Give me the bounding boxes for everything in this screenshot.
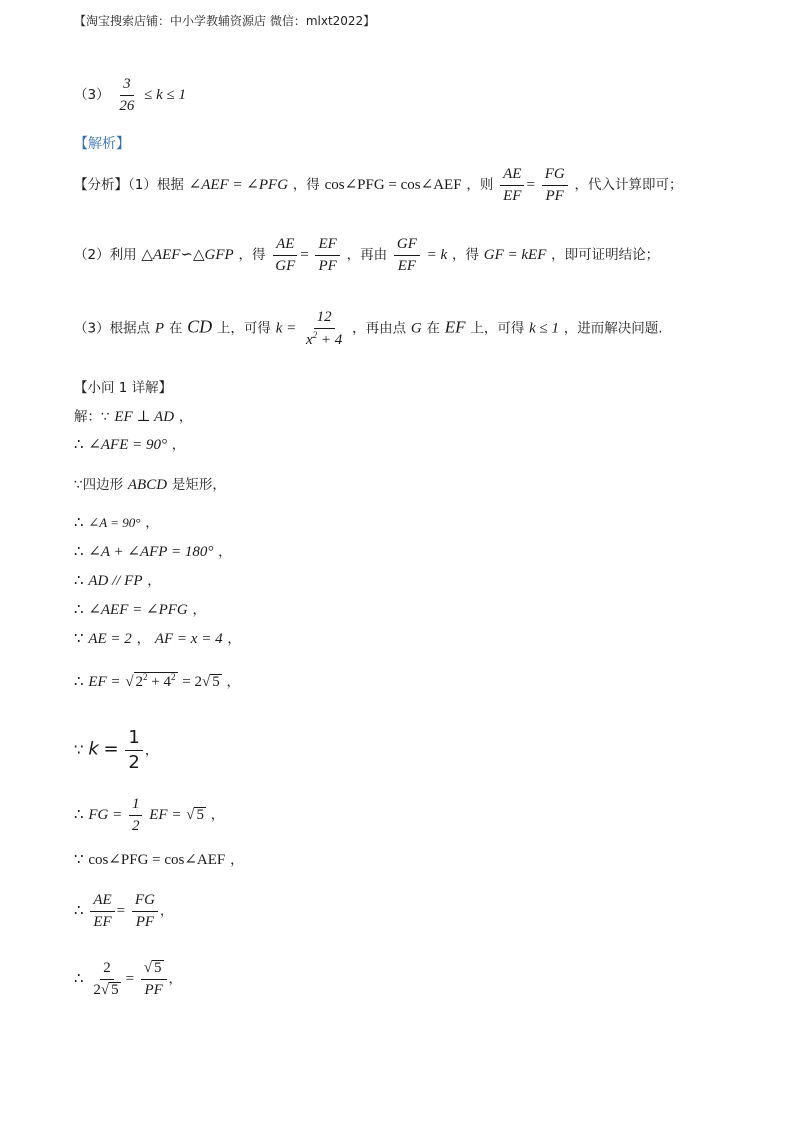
step-3-math: ABCD	[127, 477, 168, 493]
analysis-2-text-d: ，得	[451, 247, 479, 263]
fraction-numerator: 1	[129, 796, 143, 816]
therefore-symbol: ∴	[74, 674, 84, 690]
step-1	[74, 409, 192, 425]
step-13: ∴ $\frac{AE}{EF}$ = $\frac{FG}{PF}$ ，	[74, 892, 174, 930]
analysis-1-text-b: ，得	[292, 177, 320, 193]
fraction-denominator: EF	[93, 913, 112, 930]
fraction-denominator: 2	[128, 751, 140, 773]
step-11-sqrt5: 5	[196, 807, 204, 823]
step-5-punct: ，	[218, 544, 232, 560]
analysis-3-segment-cd: CD	[187, 316, 213, 337]
step-8-math-b: AF = x = 4	[154, 631, 223, 647]
analysis-1: 【分析】（1）根据 ∠AEF = ∠PFG ，得 cos∠PFG = cos∠AEF ，则 $\frac{AE}{EF}$ = $\frac{FG}{PF}$ ，代入计算即可；	[74, 166, 683, 204]
step-9-radicand: $2^2 + 4^2$	[135, 672, 176, 690]
analysis-2: （2）利用 △AEF∽△GFP ，得 $\frac{AE}{GF}$ = $\frac{EF}{PF}$ ，再由 $\frac{GF}{EF}$ = k ，得 GF = kEF ，即可证明结论；	[74, 236, 660, 274]
step-10-eq: =	[103, 738, 119, 760]
analysis-2-math-a: △AEF∽△GFP	[141, 247, 234, 263]
step-6-math: AD // FP	[88, 573, 143, 589]
analysis-3-segment-ef: EF	[444, 317, 466, 337]
analysis-3-text-b: 在	[168, 320, 183, 337]
analysis-3-text-c: 上，可得	[216, 320, 271, 337]
fraction-numerator: 12	[314, 309, 335, 329]
fraction-numerator: AE	[500, 166, 524, 186]
step-14-fraction-1	[90, 960, 123, 998]
step-11: ∴ FG = $\frac{1}{2}$ EF = √ 5 ，	[74, 796, 225, 834]
analysis-1-text-c: ，则	[466, 177, 494, 193]
fraction-numerator: FG	[132, 892, 158, 912]
step-9-sqrt5: 5	[212, 674, 220, 690]
step-12	[74, 852, 244, 868]
step-13-fraction-2	[132, 892, 158, 930]
step-14: ∴ $\frac{2}{2√ 5}$ = $\frac{√ 5}{PF}$ ，	[74, 960, 183, 998]
answer-3-fraction	[116, 76, 137, 114]
analysis-2-fraction-2	[315, 236, 339, 274]
step-12-math: cos∠PFG = cos∠AEF	[88, 852, 226, 868]
fraction-denominator	[303, 329, 345, 349]
step-13-fraction-1	[90, 892, 114, 930]
analysis-3-text-e: 在	[426, 320, 440, 337]
step-6-punct: ，	[147, 573, 161, 589]
analysis-1-fraction-1	[500, 166, 524, 204]
step-3-text-a: ∵四边形	[74, 477, 124, 493]
analysis-2-text-c: ，再由	[346, 247, 388, 263]
step-8-punct-a: ，	[136, 631, 151, 647]
analysis-1-math-a: ∠AEF = ∠PFG	[188, 177, 289, 193]
analysis-3-text-d: ，再由点	[352, 320, 407, 337]
header-banner: 【淘宝搜索店铺：中小学教辅资源店 微信：mlxt2022】	[74, 14, 376, 28]
because-symbol: ∵	[74, 742, 84, 759]
step-8-math-a: AE = 2	[88, 631, 132, 647]
step-7	[74, 602, 206, 618]
analysis-3-text-f: 上，可得	[470, 320, 525, 337]
step-11-lhs: FG =	[88, 807, 123, 823]
q1-title: 【小问 1 详解】	[74, 380, 173, 396]
analysis-3-point-g: G	[410, 320, 422, 337]
fraction-numerator: GF	[394, 236, 420, 256]
jiexi-heading: 【解析】	[74, 136, 130, 152]
fraction-numerator: √ 5	[141, 960, 167, 980]
step-3	[74, 477, 226, 493]
fraction-denominator: PF	[135, 913, 155, 930]
therefore-symbol: ∴	[74, 903, 84, 919]
therefore-symbol: ∴	[74, 602, 84, 618]
step-10-punct: ，	[144, 742, 159, 759]
step-10-k: k	[88, 738, 99, 760]
step-9-mid: = 2	[182, 674, 203, 690]
analysis-3-fraction	[303, 309, 345, 348]
step-1-punct: ，	[178, 409, 193, 425]
fraction-denominator: 2	[131, 817, 140, 834]
step-14-punct: ，	[168, 971, 183, 988]
analysis-3-math-k: k ≤ 1	[529, 320, 559, 337]
step-9-punct: ，	[226, 674, 241, 690]
step-8-punct-b: ，	[227, 631, 241, 647]
analysis-3	[74, 309, 663, 348]
step-7-punct: ，	[192, 602, 207, 618]
fraction-numerator: 1	[125, 728, 142, 751]
analysis-1-text-a: 【分析】（1）根据	[74, 177, 184, 193]
fraction-denominator: EF	[503, 187, 522, 204]
step-6	[74, 573, 161, 589]
answer-3	[74, 76, 186, 114]
step-2-math: ∠AFE = 90°	[88, 437, 168, 453]
analysis-3-point-p: P	[154, 320, 165, 337]
step-11-mid: EF =	[149, 807, 182, 823]
step-4-punct: ，	[145, 515, 159, 531]
step-10-fraction	[125, 728, 142, 773]
step-2	[74, 437, 185, 453]
step-10	[74, 728, 158, 773]
step-5	[74, 544, 232, 560]
step-12-punct: ，	[230, 852, 244, 868]
step-13-punct: ，	[159, 903, 174, 919]
step-4-math: ∠A = 90°	[88, 515, 141, 530]
analysis-1-text-d: ，代入计算即可；	[574, 177, 683, 193]
therefore-symbol: ∴	[74, 544, 84, 560]
answer-3-prefix: （3）	[74, 87, 110, 103]
analysis-2-text-b: ，得	[238, 247, 266, 263]
fraction-denominator: PF	[144, 981, 163, 998]
because-symbol: ∵	[74, 852, 84, 868]
fraction-denominator: GF	[275, 257, 296, 274]
fraction-numerator: 3	[120, 76, 134, 96]
analysis-2-text-e: ，即可证明结论；	[551, 247, 660, 263]
fraction-denominator: 2√ 5	[93, 981, 119, 998]
analysis-3-text-g: ，进而解决问题.	[563, 320, 663, 337]
exponent: 2	[312, 329, 318, 340]
answer-3-inequality: ≤ k ≤ 1	[144, 87, 187, 103]
step-2-punct: ，	[171, 437, 186, 453]
step-5-math: ∠A + ∠AFP = 180°	[88, 544, 214, 560]
therefore-symbol: ∴	[74, 515, 84, 531]
analysis-3-k-eq: k =	[275, 320, 297, 337]
analysis-2-text-a: （2）利用	[74, 247, 137, 263]
fraction-numerator: AE	[90, 892, 114, 912]
step-9: ∴ EF = √ $2^2 + 4^2 = 2√$ 5 ，	[74, 672, 241, 690]
therefore-symbol: ∴	[74, 573, 84, 589]
step-1-text: 解：∵	[74, 409, 110, 425]
fraction-denominator: PF	[545, 187, 564, 204]
step-8	[74, 631, 241, 647]
step-14-fraction-2	[141, 960, 167, 998]
analysis-2-math-b: = k	[426, 247, 448, 263]
step-11-punct: ，	[210, 807, 225, 823]
fraction-denominator: EF	[397, 257, 417, 274]
therefore-symbol: ∴	[74, 971, 84, 988]
step-4	[74, 515, 159, 531]
because-symbol: ∵	[74, 631, 84, 647]
den-tail: + 4	[317, 331, 343, 348]
fraction-numerator: FG	[542, 166, 568, 186]
analysis-1-math-b: cos∠PFG = cos∠AEF	[324, 177, 462, 193]
fraction-denominator: 26	[119, 97, 135, 114]
var-x: x	[306, 331, 313, 348]
analysis-2-fraction-1	[272, 236, 298, 274]
fraction-numerator: AE	[273, 236, 297, 256]
therefore-symbol: ∴	[74, 807, 84, 823]
fraction-numerator: EF	[315, 236, 339, 256]
step-9-lhs: EF =	[88, 674, 121, 690]
analysis-2-math-c: GF = kEF	[483, 247, 547, 263]
fraction-denominator: PF	[318, 257, 337, 274]
fraction-numerator: 2	[100, 960, 114, 980]
step-11-fraction	[129, 796, 143, 834]
therefore-symbol: ∴	[74, 437, 84, 453]
step-7-math: ∠AEF = ∠PFG	[88, 602, 188, 618]
analysis-3-text-a: （3）根据点	[74, 320, 151, 337]
step-3-text-b: 是矩形，	[171, 477, 226, 493]
step-1-math: EF ⊥ AD	[114, 409, 175, 425]
analysis-2-fraction-3	[394, 236, 420, 274]
analysis-1-fraction-2	[542, 166, 568, 204]
